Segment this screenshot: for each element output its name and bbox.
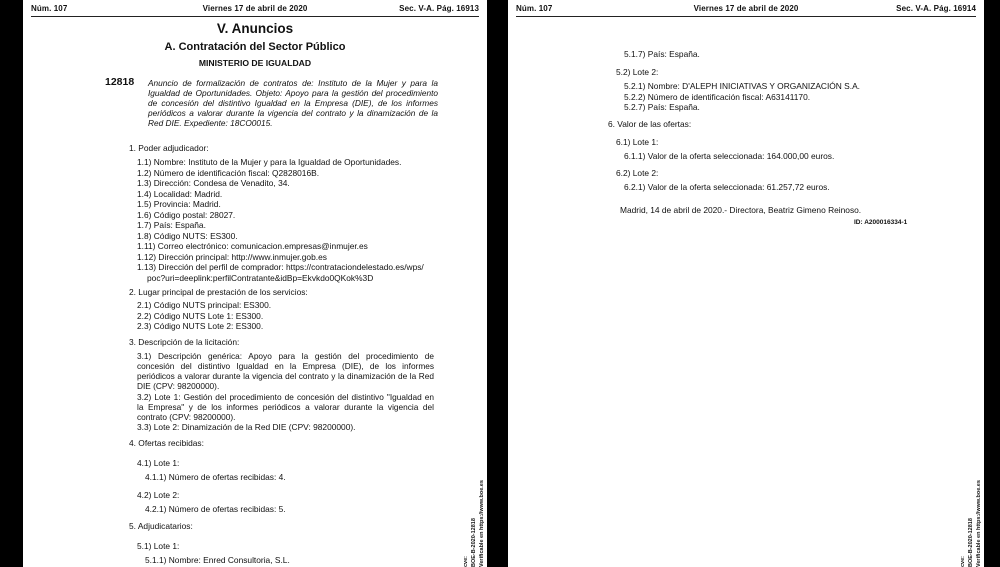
section-page: Sec. V-A. Pág. 16914 [896, 4, 976, 13]
description-generic: 3.1) Descripción genérica: Apoyo para la gestión del procedimiento de concesión del distintivo Igualdad en la Empresa (DIE), de los informes periódicos a valorar durante la vigencia del contrato y la dinamización de la Red DIE (CPV: 98200000). [137, 351, 434, 391]
document-page-left [23, 0, 487, 567]
list-item: 6.2) Lote 2: [616, 168, 659, 178]
lot-2-description: 3.3) Lote 2: Dinamización de la Red DIE (CPV: 98200000). [137, 422, 356, 432]
list-item: 6.1) Lote 1: [616, 137, 659, 147]
issue-date: Viernes 17 de abril de 2020 [693, 4, 799, 13]
list-item: 1.11) Correo electrónico: comunicacion.empresas@inmujer.es [137, 241, 368, 251]
side-boe-code: BOE-B-2020-12818 [968, 518, 974, 567]
side-verify-url: Verificable en https://www.boe.es [479, 480, 485, 567]
signature-line: Madrid, 14 de abril de 2020.- Directora, Beatriz Gimeno Reinoso. [620, 205, 862, 215]
lot-1-description: 3.2) Lote 1: Gestión del procedimiento de concesión del distintivo "Igualdad en la Empresa" y de los informes periódicos a valorar durante la vigencia del contrato (CPV: 98200000). [137, 392, 434, 422]
list-item: 4.2.1) Número de ofertas recibidas: 5. [145, 504, 286, 514]
list-item: 1.12) Dirección principal: http://www.inmujer.gob.es [137, 251, 327, 262]
list-item: 1.7) País: España. [137, 220, 206, 230]
list-item: 4.1) Lote 1: [137, 458, 180, 468]
list-item: 5.1) Lote 1: [137, 541, 180, 551]
side-verification-code: cve: [463, 555, 469, 567]
side-verify-url: Verificable en https://www.boe.es [976, 480, 982, 567]
subsection-title: A. Contratación del Sector Público [164, 41, 346, 53]
ministry-title: MINISTERIO DE IGUALDAD [198, 58, 312, 68]
list-item: 2.2) Código NUTS Lote 1: ES300. [137, 310, 264, 321]
list-item: 1.5) Provincia: Madrid. [137, 199, 221, 209]
side-verification-code: cve: [960, 555, 966, 567]
section-page: Sec. V-A. Pág. 16913 [399, 4, 479, 13]
list-item: 1.6) Código postal: 28027. [137, 209, 236, 220]
issue-number: Núm. 107 [516, 4, 553, 13]
list-item-continuation: poc?uri=deeplink:perfilContratante&idBp=Ekvkdo0QKok%3D [147, 272, 374, 283]
list-item: 1.8) Código NUTS: ES300. [137, 230, 238, 241]
offer-value-lot-2: 6.2.1) Valor de la oferta seleccionada: 61.257,72 euros. [624, 182, 830, 192]
list-item: 2.1) Código NUTS principal: ES300. [137, 300, 272, 310]
section-5-heading: 5. Adjudicatarios: [129, 521, 193, 531]
list-item: 1.4) Localidad: Madrid. [137, 188, 223, 199]
list-item: 4.2) Lote 2: [137, 490, 180, 500]
list-item: 5.2) Lote 2: [616, 67, 659, 77]
list-item: 1.1) Nombre: Instituto de la Mujer y para la Igualdad de Oportunidades. [137, 157, 402, 167]
document-id: ID: A200016334-1 [854, 219, 908, 226]
list-item: 2.3) Código NUTS Lote 2: ES300. [137, 321, 264, 331]
list-item: 5.1.7) País: España. [624, 49, 700, 59]
section-2-heading: 2. Lugar principal de prestación de los servicios: [129, 287, 308, 297]
section-3-heading: 3. Descripción de la licitación: [129, 337, 240, 347]
list-item: 1.2) Número de identificación fiscal: Q2828016B. [137, 167, 320, 178]
announcement-number: 12818 [105, 76, 135, 88]
list-item: 5.2.1) Nombre: D'ALEPH INICIATIVAS Y ORGANIZACIÓN S.A. [624, 81, 861, 91]
section-6-heading: 6. Valor de las ofertas: [608, 119, 692, 129]
list-item: 1.13) Dirección del perfil de comprador: https://contrataciondelestado.es/wps/ [137, 262, 424, 272]
list-item: 5.1.1) Nombre: Enred Consultoria, S.L. [145, 555, 290, 565]
section-4-heading: 4. Ofertas recibidas: [129, 438, 204, 448]
document-page-right [508, 0, 984, 567]
section-1-heading: 1. Poder adjudicador: [129, 143, 209, 153]
section-title: V. Anuncios [216, 21, 294, 36]
announcement-summary: Anuncio de formalización de contratos de: Instituto de la Mujer y para la Igualdad de Oportunidades. Objeto: Apoyo para la gestión del procedimiento de concesión del distintivo Igualdad en la Empresa (DIE), de los informes periódicos a valorar durante la vigencia del contrato y la dinamización de la Red DIE. Expediente: 18CO0015. [148, 78, 438, 128]
list-item: 5.2.7) País: España. [624, 102, 700, 112]
issue-date: Viernes 17 de abril de 2020 [202, 4, 308, 13]
issue-number: Núm. 107 [31, 4, 68, 13]
offer-value-lot-1: 6.1.1) Valor de la oferta seleccionada: 164.000,00 euros. [624, 151, 835, 161]
side-boe-code: BOE-B-2020-12818 [471, 518, 477, 567]
list-item: 4.1.1) Número de ofertas recibidas: 4. [145, 472, 286, 482]
list-item: 5.2.2) Número de identificación fiscal: A63141170. [624, 91, 811, 102]
list-item: 1.3) Dirección: Condesa de Venadito, 34. [137, 178, 290, 188]
